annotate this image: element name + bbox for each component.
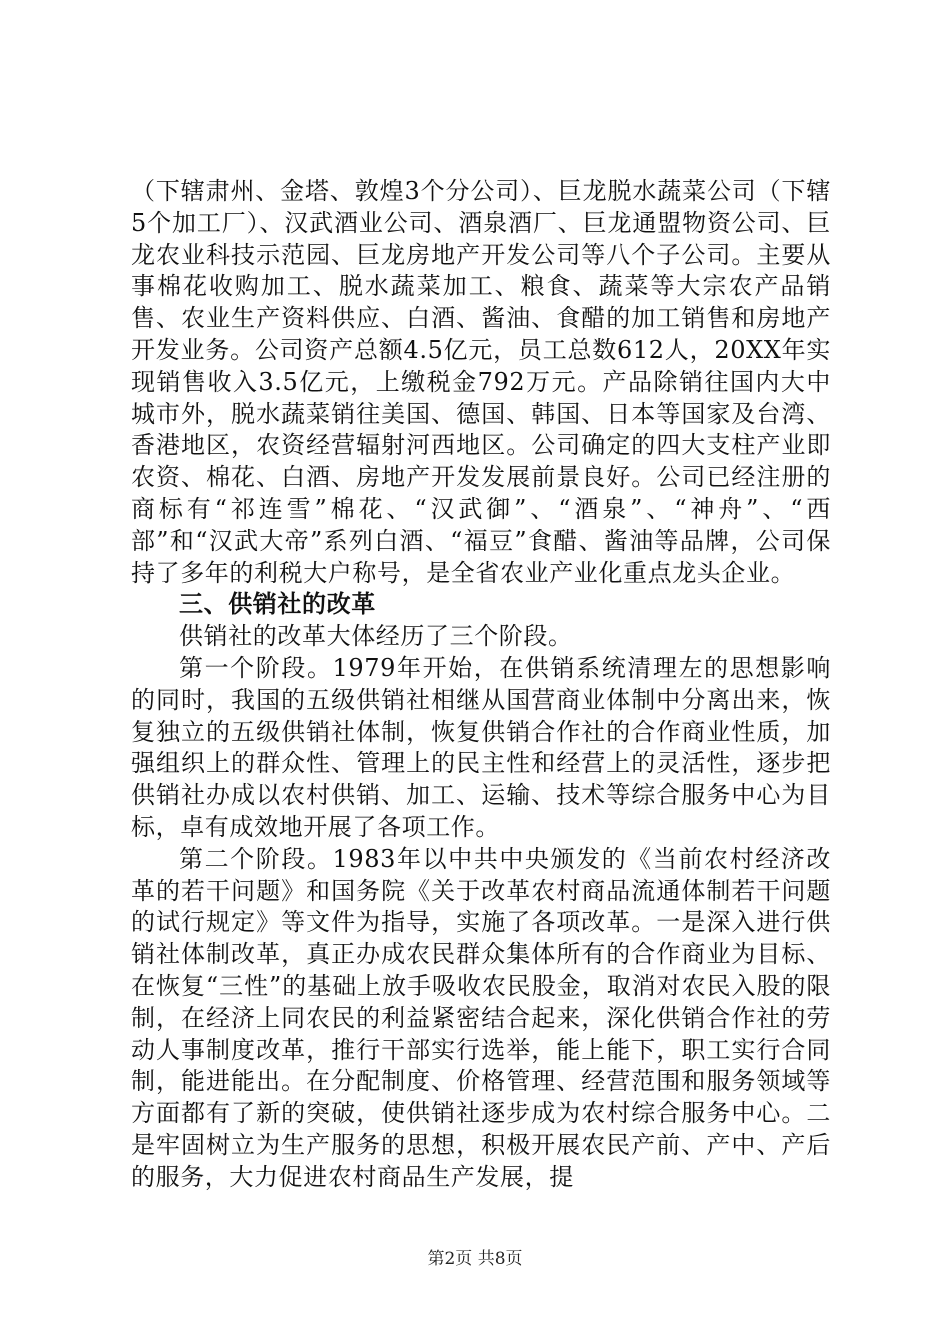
body-paragraph: （下辖肃州、金塔、敦煌3个分公司）、巨龙脱水蔬菜公司（下辖5个加工厂）、汉武酒业公司、酒泉酒厂、巨龙通盟物资公司、巨龙农业科技示范园、巨龙房地产开发公司等八个子公司。主要从事棉花收购加工、脱水蔬菜加工、粮食、蔬菜等大宗农产品销售、农业生产资料供应、白酒、酱油、食醋的加工销售和房地产开发业务。公司资产总额4.5亿元，员工总数612人，20XX年实现销售收入3.5亿元，上缴税金792万元。产品除销往国内大中城市外，脱水蔬菜销往美国、德国、韩国、日本等国家及台湾、香港地区，农资经营辐射河西地区。公司确定的四大支柱产业即农资、棉花、白酒、房地产开发发展前景良好。公司已经注册的商标有“祁连雪”棉花、“汉武御”、“酒泉”、“神舟”、“西部”和“汉武大帝”系列白酒、“福豆”食醋、酱油等品牌，公司保持了多年的利税大户称号，是全省农业产业化重点龙头企业。 [131, 177, 831, 587]
section-heading: 三、供销社的改革 [179, 590, 376, 619]
page-footer: 第2页 共8页 [427, 1249, 523, 1269]
body-paragraph: 第二个阶段。1983年以中共中央颁发的《当前农村经济改革的若干问题》和国务院《关于改革农村商品流通体制若干问题的试行规定》等文件为指导，实施了各项改革。一是深入进行供销社体制改革，真正办成农民群众集体所有的合作商业为目标、在恢复“三性”的基础上放手吸收农民股金，取消对农民入股的限制，在经济上同农民的利益紧密结合起来，深化供销合作社的劳动人事制度改革，推行干部实行选举，能上能下，职工实行合同制，能进能出。在分配制度、价格管理、经营范围和服务领域等方面都有了新的突破，使供销社逐步成为农村综合服务中心。二是牢固树立为生产服务的思想，积极开展农民产前、产中、产后的服务，大力促进农村商品生产发展，提 [131, 844, 831, 1191]
body-paragraph: 第一个阶段。1979年开始，在供销系统清理左的思想影响的同时，我国的五级供销社相继从国营商业体制中分离出来，恢复独立的五级供销社体制，恢复供销合作社的合作商业性质，加强组织上的群众性、管理上的民主性和经营上的灵活性，逐步把供销社办成以农村供销、加工、运输、技术等综合服务中心为目标，卓有成效地开展了各项工作。 [131, 653, 831, 841]
body-paragraph: 供销社的改革大体经历了三个阶段。 [179, 622, 573, 651]
document-body [131, 176, 831, 1194]
